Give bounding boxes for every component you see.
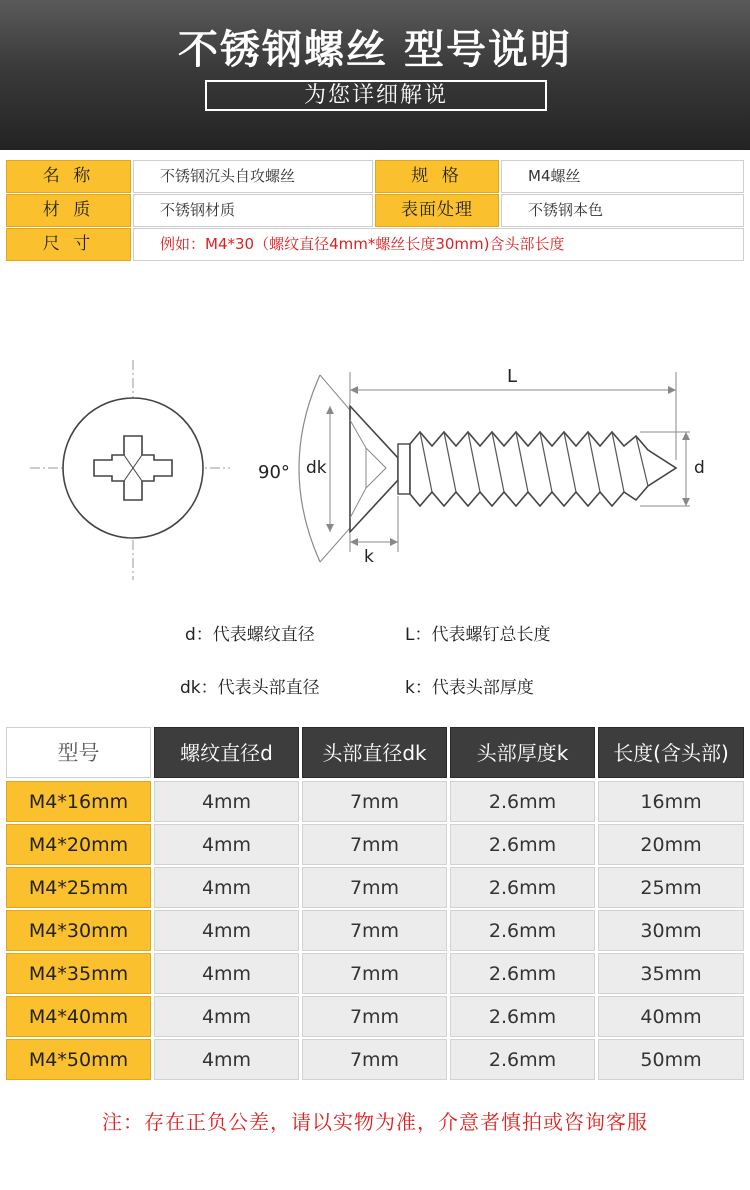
table-cell: 40mm [598, 996, 744, 1037]
table-cell: 2.6mm [450, 1039, 595, 1080]
page-title: 不锈钢螺丝 型号说明 [178, 27, 572, 73]
L-label: L [507, 366, 518, 387]
table-row-model: M4*20mm [6, 824, 151, 865]
table-cell: 2.6mm [450, 953, 595, 994]
dimension-value: 例如：M4*30（螺纹直径4mm*螺丝长度30mm)含头部长度 [133, 228, 744, 261]
header-head-diameter: 头部直径dk [302, 727, 447, 778]
table-row-model: M4*25mm [6, 867, 151, 908]
legend-L: L：代表螺钉总长度 [405, 625, 551, 645]
table-cell: 2.6mm [450, 824, 595, 865]
angle-label: 90° [258, 462, 290, 483]
table-cell: 4mm [154, 824, 299, 865]
table-cell: 2.6mm [450, 867, 595, 908]
header-banner [0, 0, 750, 150]
screw-head-top-view [30, 360, 230, 580]
table-cell: 20mm [598, 824, 744, 865]
page-subtitle: 为您详细解说 [205, 80, 547, 111]
legend-dk: dk：代表头部直径 [180, 678, 320, 698]
table-cell: 7mm [302, 996, 447, 1037]
k-label: k [364, 547, 374, 567]
table-cell: 50mm [598, 1039, 744, 1080]
table-cell: 2.6mm [450, 781, 595, 822]
table-cell: 4mm [154, 953, 299, 994]
name-label: 名 称 [6, 160, 131, 193]
surface-label: 表面处理 [375, 194, 499, 227]
table-cell: 7mm [302, 1039, 447, 1080]
table-cell: 30mm [598, 910, 744, 951]
table-cell: 4mm [154, 781, 299, 822]
table-cell: 35mm [598, 953, 744, 994]
table-cell: 4mm [154, 996, 299, 1037]
table-cell: 7mm [302, 781, 447, 822]
legend-d: d：代表螺纹直径 [185, 625, 315, 645]
table-cell: 4mm [154, 910, 299, 951]
table-row-model: M4*16mm [6, 781, 151, 822]
table-cell: 7mm [302, 824, 447, 865]
table-row-model: M4*35mm [6, 953, 151, 994]
surface-value: 不锈钢本色 [501, 194, 744, 227]
material-label: 材 质 [6, 194, 131, 227]
table-cell: 7mm [302, 910, 447, 951]
header-model: 型号 [6, 727, 151, 778]
legend-k: k：代表头部厚度 [405, 678, 534, 698]
header-thread-diameter: 螺纹直径d [154, 727, 299, 778]
d-label: d [694, 458, 705, 478]
table-row-model: M4*40mm [6, 996, 151, 1037]
table-row-model: M4*30mm [6, 910, 151, 951]
size-value: M4螺丝 [501, 160, 744, 193]
table-cell: 7mm [302, 953, 447, 994]
table-cell: 4mm [154, 1039, 299, 1080]
table-cell: 2.6mm [450, 996, 595, 1037]
header-length: 长度(含头部) [598, 727, 744, 778]
name-value: 不锈钢沉头自攻螺丝 [133, 160, 373, 193]
material-value: 不锈钢材质 [133, 194, 373, 227]
dimension-label: 尺 寸 [6, 228, 131, 261]
table-cell: 7mm [302, 867, 447, 908]
header-head-thickness: 头部厚度k [450, 727, 595, 778]
table-row-model: M4*50mm [6, 1039, 151, 1080]
table-cell: 25mm [598, 867, 744, 908]
tolerance-note: 注：存在正负公差，请以实物为准，介意者慎拍或咨询客服 [102, 1110, 648, 1134]
dk-label: dk [306, 458, 327, 478]
screw-side-view [258, 366, 705, 567]
table-cell: 16mm [598, 781, 744, 822]
size-label: 规 格 [375, 160, 499, 193]
table-cell: 4mm [154, 867, 299, 908]
table-cell: 2.6mm [450, 910, 595, 951]
screw-diagram [0, 320, 750, 580]
